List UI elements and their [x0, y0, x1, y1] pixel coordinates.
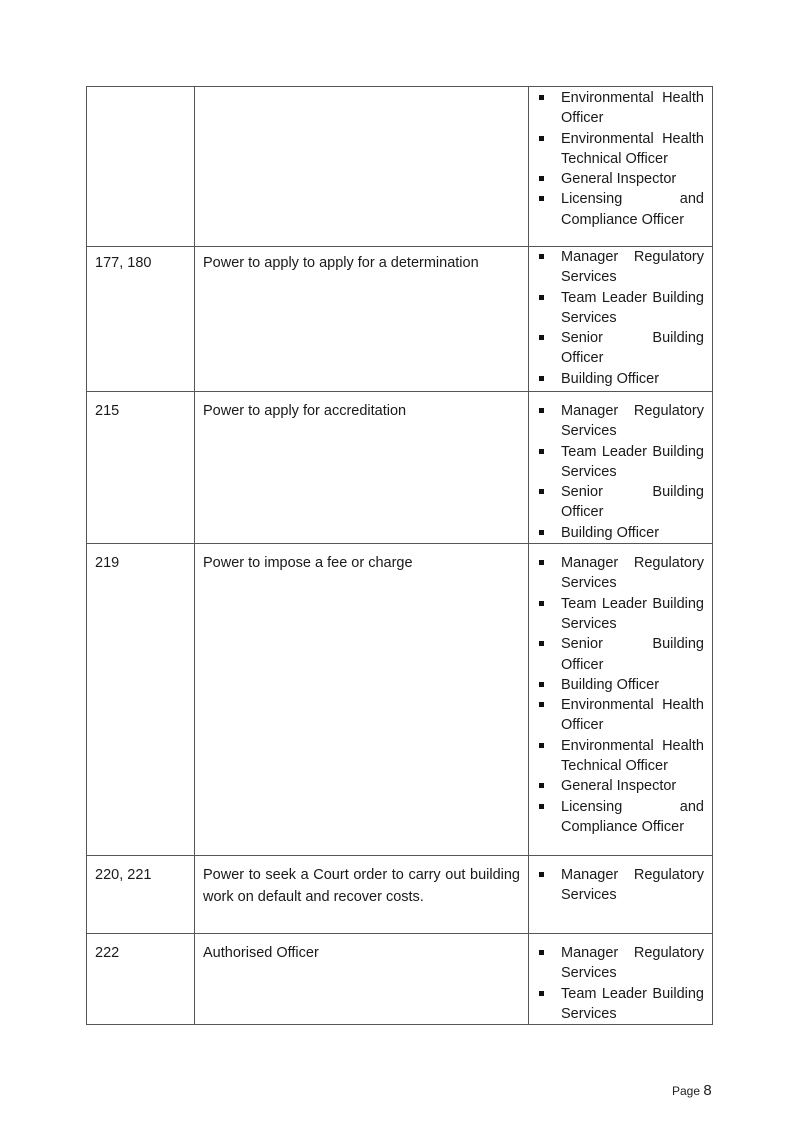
- officers-cell: [529, 247, 713, 392]
- section-cell: 220, 221: [87, 856, 195, 934]
- officer-item: Environmental Health Technical Officer: [529, 736, 704, 777]
- power-cell: Power to apply to apply for a determination: [195, 247, 529, 392]
- section-cell: 177, 180: [87, 247, 195, 392]
- section-cell: 215: [87, 392, 195, 544]
- officer-item: Senior Building Officer: [529, 328, 704, 369]
- power-cell: Power to seek a Court order to carry out building work on default and recover costs.: [195, 856, 529, 934]
- officer-item: General Inspector: [529, 776, 704, 796]
- officer-item: Team Leader Building Services: [529, 984, 704, 1025]
- power-cell: Power to apply for accreditation: [195, 392, 529, 544]
- officer-item: Team Leader Building Services: [529, 442, 704, 483]
- table-row: [87, 247, 713, 392]
- officer-item: Environmental Health Officer: [529, 88, 704, 129]
- officers-cell: [529, 934, 713, 1025]
- section-cell: 222: [87, 934, 195, 1025]
- section-cell: 219: [87, 544, 195, 856]
- officer-item: Manager Regulatory Services: [529, 401, 704, 442]
- table-row: [87, 392, 713, 544]
- page-number: [672, 1082, 712, 1099]
- officer-item: Manager Regulatory Services: [529, 247, 704, 288]
- table-row: [87, 87, 713, 247]
- officer-item: Team Leader Building Services: [529, 594, 704, 635]
- officers-cell: [529, 87, 713, 247]
- officer-item: Building Officer: [529, 675, 704, 695]
- officer-item: Senior Building Officer: [529, 482, 704, 523]
- officer-item: Team Leader Building Services: [529, 288, 704, 329]
- officers-cell: [529, 856, 713, 934]
- officer-item: Senior Building Officer: [529, 634, 704, 675]
- table-row: [87, 544, 713, 856]
- officer-item: Licensing and Compliance Officer: [529, 189, 704, 230]
- power-cell: [195, 87, 529, 247]
- officer-item: General Inspector: [529, 169, 704, 189]
- officer-item: Building Officer: [529, 369, 704, 389]
- table-row: [87, 856, 713, 934]
- officer-item: Manager Regulatory Services: [529, 943, 704, 984]
- officers-cell: [529, 544, 713, 856]
- page-number-value: 8: [703, 1082, 712, 1099]
- officer-item: Licensing and Compliance Officer: [529, 797, 704, 838]
- power-cell: Authorised Officer: [195, 934, 529, 1025]
- table-row: [87, 934, 713, 1025]
- officer-item: Manager Regulatory Services: [529, 553, 704, 594]
- power-cell: Power to impose a fee or charge: [195, 544, 529, 856]
- page-label: Page: [672, 1084, 701, 1098]
- officer-item: Environmental Health Officer: [529, 695, 704, 736]
- section-cell: [87, 87, 195, 247]
- delegations-table: [86, 86, 713, 1025]
- officer-item: Environmental Health Technical Officer: [529, 129, 704, 170]
- officer-item: Building Officer: [529, 523, 704, 543]
- officer-item: Manager Regulatory Services: [529, 865, 704, 906]
- officers-cell: [529, 392, 713, 544]
